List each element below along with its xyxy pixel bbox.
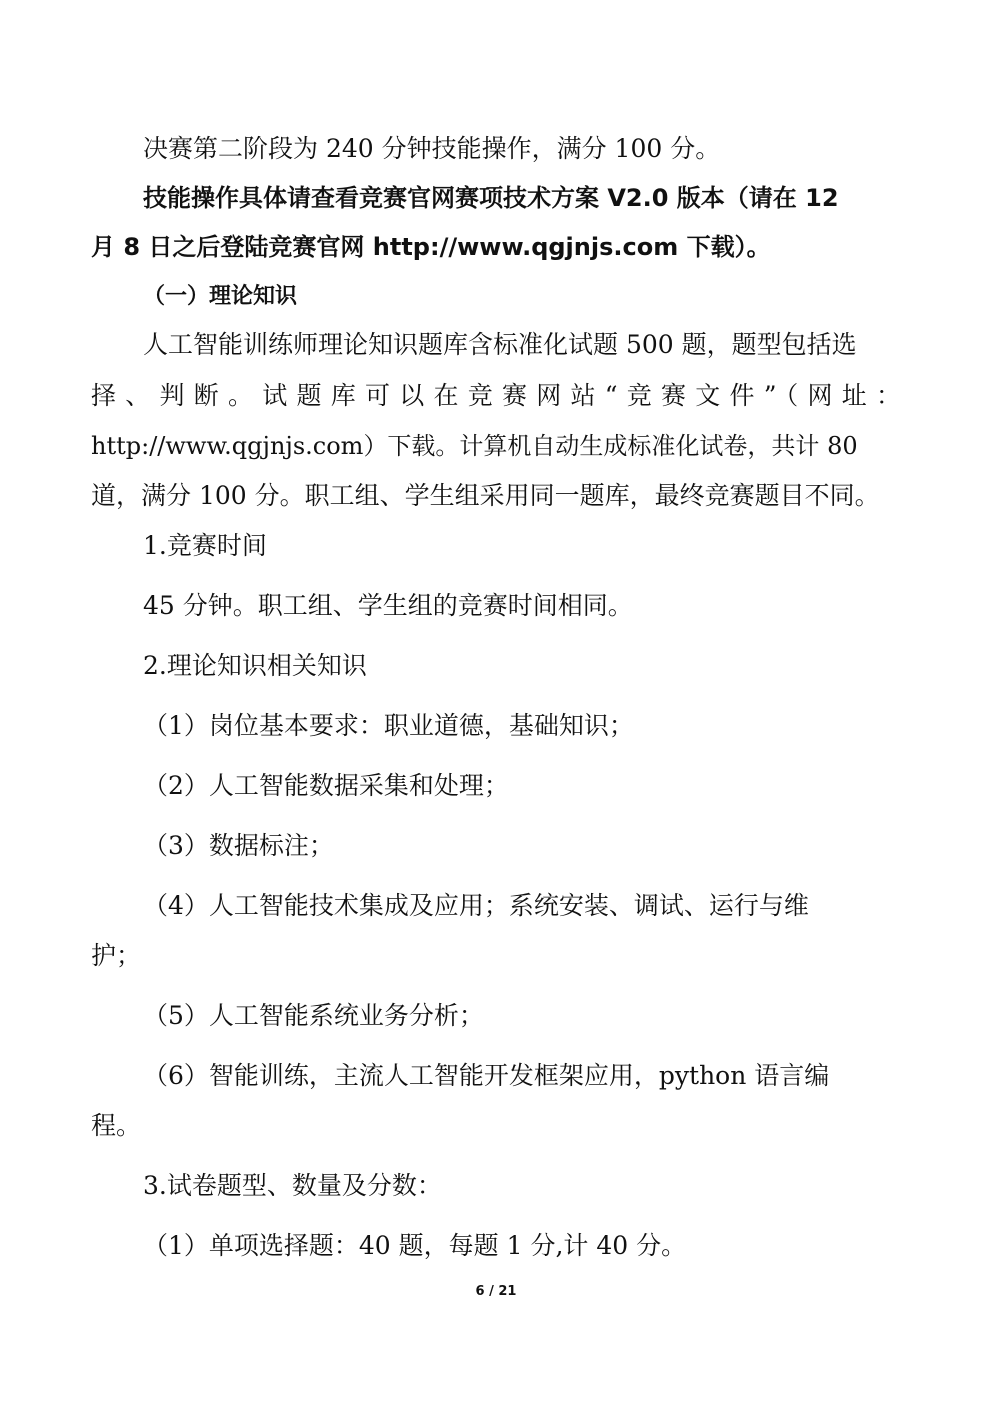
list-item-6-line-2: 程。	[91, 1111, 142, 1140]
paragraph-line-3: http://www.qgjnjs.com）下载。计算机自动生成标准化试卷，共计 80	[91, 432, 858, 460]
competition-time-text: 45 分钟。职工组、学生组的竞赛时间相同。	[143, 591, 633, 620]
question-type-1: （1）单项选择题：40 题，每题 1 分,计 40 分。	[143, 1231, 687, 1260]
page-number: 6 / 21	[475, 1284, 517, 1299]
list-item-6-line-1: （6）智能训练，主流人工智能开发框架应用，python 语言编	[143, 1061, 830, 1090]
list-item-5: （5）人工智能系统业务分析；	[143, 1001, 484, 1030]
paragraph-line-4: 道，满分 100 分。职工组、学生组采用同一题库，最终竞赛题目不同。	[91, 481, 880, 510]
subheading-question-types: 3.试卷题型、数量及分数：	[143, 1171, 442, 1200]
list-item-2: （2）人工智能数据采集和处理；	[143, 771, 509, 800]
section-heading: （一）理论知识	[143, 283, 298, 309]
subheading-theory-knowledge: 2.理论知识相关知识	[143, 651, 367, 680]
list-item-4-line-1: （4）人工智能技术集成及应用；系统安装、调试、运行与维	[143, 891, 809, 920]
skill-note-line-2: 月 8 日之后登陆竞赛官网 http://www.qgjnjs.com 下载）。	[91, 233, 771, 261]
skill-note-line-1: 技能操作具体请查看竞赛官网赛项技术方案 V2.0 版本（请在 12	[143, 184, 839, 212]
list-item-3: （3）数据标注；	[143, 831, 334, 860]
paragraph-line-2: 择、判断。试题库可以在竞赛网站“竞赛文件”（网址：	[91, 381, 901, 410]
subheading-competition-time: 1.竞赛时间	[143, 531, 267, 560]
final-stage-text: 决赛第二阶段为 240 分钟技能操作，满分 100 分。	[143, 134, 721, 163]
paragraph-line-1: 人工智能训练师理论知识题库含标准化试题 500 题，题型包括选	[143, 330, 857, 359]
list-item-4-line-2: 护；	[91, 941, 142, 970]
list-item-1: （1）岗位基本要求：职业道德，基础知识；	[143, 711, 634, 740]
